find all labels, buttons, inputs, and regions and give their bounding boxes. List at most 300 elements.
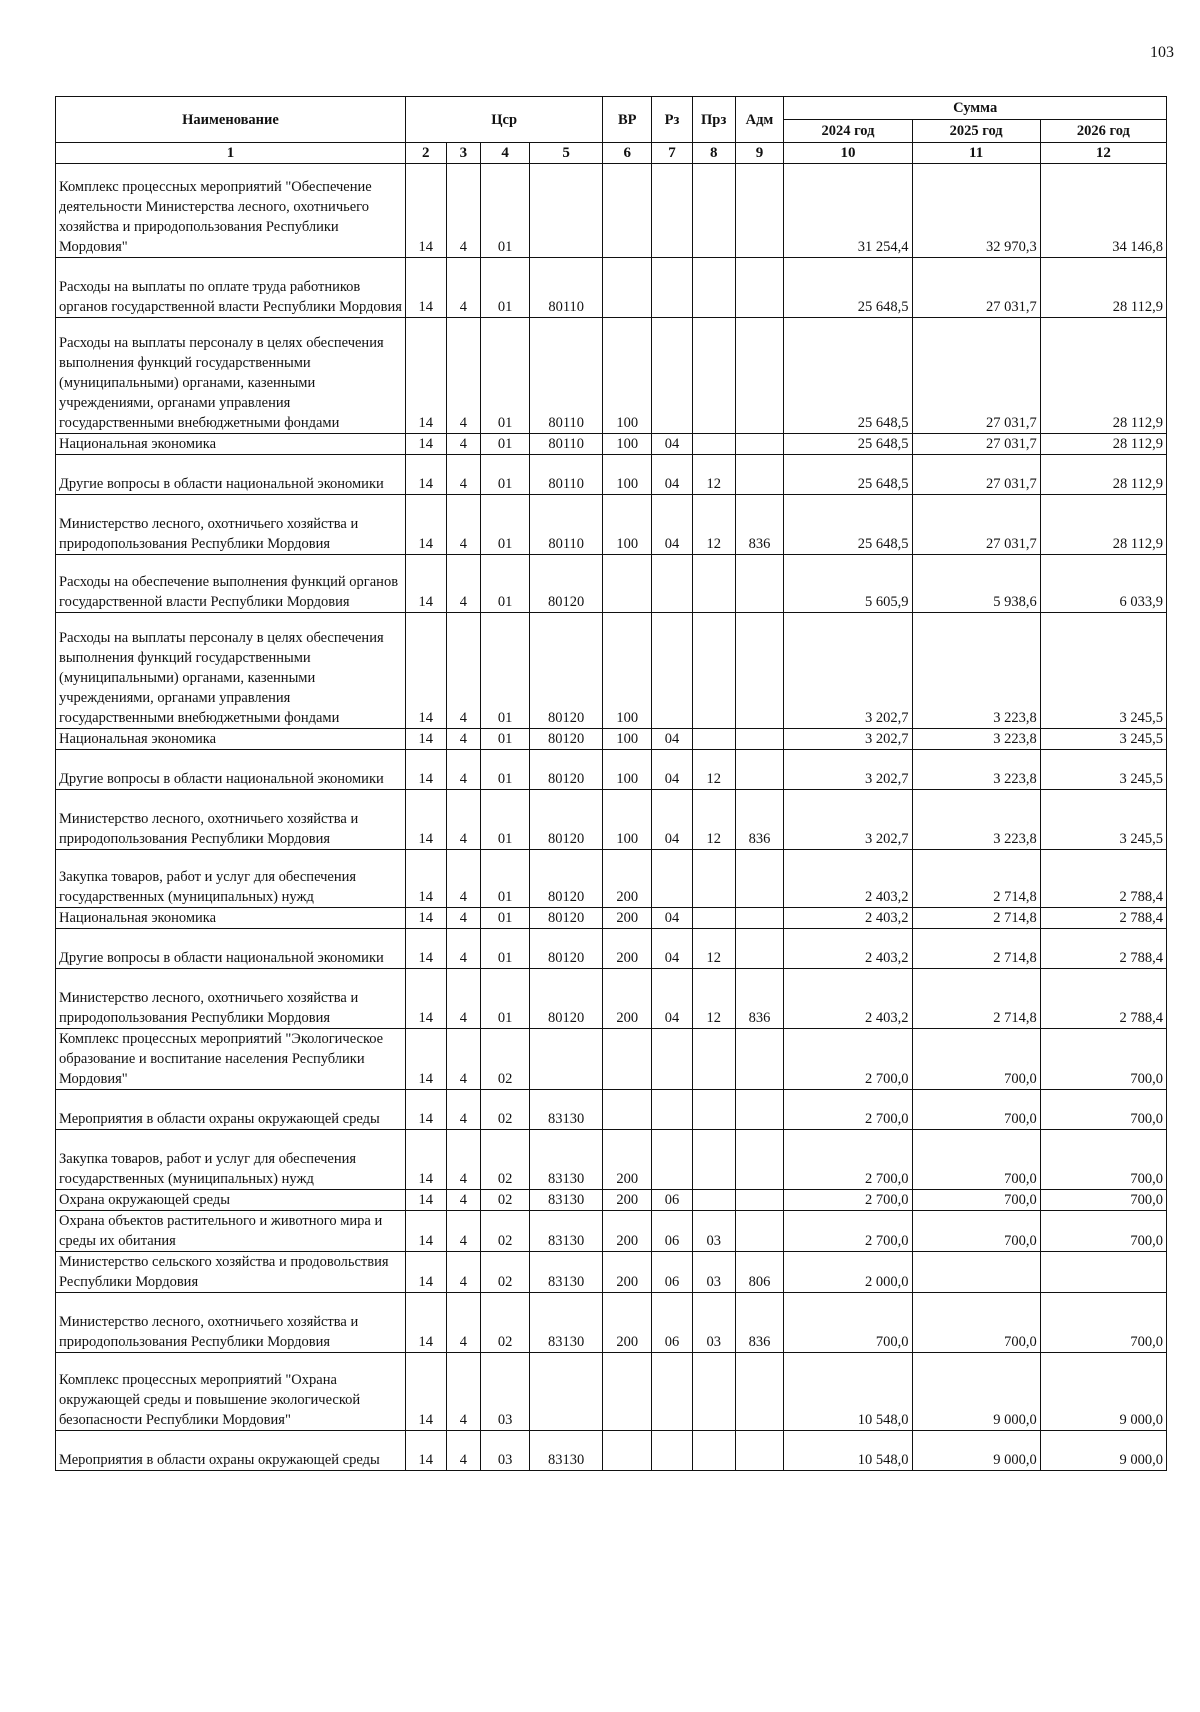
cell-vr: 100 — [603, 495, 652, 555]
cell-amount-2024: 10 548,0 — [784, 1431, 912, 1471]
cell-csr-program: 14 — [405, 164, 446, 258]
cell-amount-2026: 6 033,9 — [1040, 555, 1166, 613]
cell-prz — [692, 729, 735, 750]
table-row — [56, 1252, 1167, 1293]
cell-csr-program: 14 — [405, 850, 446, 908]
cell-csr-complex: 01 — [481, 164, 530, 258]
cell-vr: 100 — [603, 729, 652, 750]
cell-adm — [735, 318, 784, 434]
cell-vr: 200 — [603, 1130, 652, 1190]
cell-amount-2025: 2 714,8 — [912, 969, 1040, 1029]
cell-amount-2025: 3 223,8 — [912, 729, 1040, 750]
cell-csr-type: 4 — [446, 729, 481, 750]
cell-rz — [652, 1090, 693, 1130]
cell-amount-2026: 700,0 — [1040, 1211, 1166, 1252]
cell-vr: 200 — [603, 1252, 652, 1293]
cell-amount-2024: 25 648,5 — [784, 434, 912, 455]
row-name: Министерство лесного, охотничьего хозяйства и природопользования Республики Мордовия — [56, 790, 406, 850]
cell-csr-complex: 03 — [481, 1431, 530, 1471]
table-row — [56, 908, 1167, 929]
cell-csr-complex: 01 — [481, 434, 530, 455]
cell-adm — [735, 455, 784, 495]
cell-vr: 100 — [603, 455, 652, 495]
cell-amount-2025: 9 000,0 — [912, 1353, 1040, 1431]
cell-csr-type: 4 — [446, 929, 481, 969]
cell-csr-complex: 02 — [481, 1190, 530, 1211]
row-name: Закупка товаров, работ и услуг для обеспечения государственных (муниципальных) нужд — [56, 850, 406, 908]
table-row — [56, 790, 1167, 850]
cell-csr-type: 4 — [446, 455, 481, 495]
cell-csr-program: 14 — [405, 495, 446, 555]
cell-prz — [692, 258, 735, 318]
column-number-row — [56, 143, 1167, 164]
cell-vr: 200 — [603, 1190, 652, 1211]
cell-amount-2026: 28 112,9 — [1040, 258, 1166, 318]
cell-csr-type: 4 — [446, 1190, 481, 1211]
cell-prz — [692, 434, 735, 455]
col-header-year-2026: 2026 год — [1040, 120, 1166, 143]
cell-vr: 200 — [603, 1211, 652, 1252]
cell-adm — [735, 258, 784, 318]
cell-prz — [692, 613, 735, 729]
table-row — [56, 555, 1167, 613]
cell-csr-direction: 80120 — [530, 790, 603, 850]
cell-vr — [603, 1353, 652, 1431]
col-header-sum: Сумма — [784, 97, 1167, 120]
cell-rz: 04 — [652, 495, 693, 555]
cell-csr-program: 14 — [405, 613, 446, 729]
cell-amount-2024: 700,0 — [784, 1293, 912, 1353]
cell-csr-program: 14 — [405, 1431, 446, 1471]
cell-prz: 12 — [692, 495, 735, 555]
cell-csr-direction — [530, 164, 603, 258]
col-header-year-2025: 2025 год — [912, 120, 1040, 143]
cell-rz — [652, 1353, 693, 1431]
cell-amount-2024: 3 202,7 — [784, 790, 912, 850]
cell-amount-2026: 2 788,4 — [1040, 969, 1166, 1029]
cell-amount-2024: 10 548,0 — [784, 1353, 912, 1431]
cell-amount-2026 — [1040, 1252, 1166, 1293]
table-row — [56, 750, 1167, 790]
cell-amount-2024: 25 648,5 — [784, 455, 912, 495]
cell-amount-2024: 2 700,0 — [784, 1211, 912, 1252]
col-header-adm: Адм — [735, 97, 784, 143]
cell-rz: 06 — [652, 1211, 693, 1252]
row-name: Мероприятия в области охраны окружающей среды — [56, 1090, 406, 1130]
row-name: Национальная экономика — [56, 434, 406, 455]
row-name: Закупка товаров, работ и услуг для обеспечения государственных (муниципальных) нужд — [56, 1130, 406, 1190]
cell-rz: 04 — [652, 750, 693, 790]
cell-adm — [735, 750, 784, 790]
cell-csr-direction: 80120 — [530, 729, 603, 750]
cell-amount-2025 — [912, 1252, 1040, 1293]
cell-amount-2026: 28 112,9 — [1040, 455, 1166, 495]
table-row — [56, 1029, 1167, 1090]
table-body — [56, 164, 1167, 1471]
cell-amount-2025: 3 223,8 — [912, 613, 1040, 729]
cell-csr-direction: 80120 — [530, 908, 603, 929]
cell-vr: 200 — [603, 908, 652, 929]
cell-prz — [692, 555, 735, 613]
cell-csr-program: 14 — [405, 1190, 446, 1211]
cell-csr-type: 4 — [446, 1353, 481, 1431]
cell-amount-2026: 700,0 — [1040, 1293, 1166, 1353]
cell-amount-2025: 700,0 — [912, 1211, 1040, 1252]
cell-vr — [603, 1090, 652, 1130]
cell-amount-2026: 2 788,4 — [1040, 908, 1166, 929]
cell-vr: 100 — [603, 790, 652, 850]
cell-rz: 06 — [652, 1190, 693, 1211]
column-number: 12 — [1040, 143, 1166, 164]
cell-csr-direction: 80120 — [530, 929, 603, 969]
table-row — [56, 1090, 1167, 1130]
cell-rz: 04 — [652, 908, 693, 929]
cell-csr-complex: 02 — [481, 1211, 530, 1252]
cell-prz — [692, 164, 735, 258]
cell-amount-2026: 28 112,9 — [1040, 318, 1166, 434]
cell-csr-type: 4 — [446, 1252, 481, 1293]
cell-rz — [652, 318, 693, 434]
cell-csr-direction: 80110 — [530, 318, 603, 434]
cell-amount-2024: 31 254,4 — [784, 164, 912, 258]
cell-csr-program: 14 — [405, 1090, 446, 1130]
cell-csr-complex: 01 — [481, 495, 530, 555]
cell-csr-complex: 01 — [481, 850, 530, 908]
cell-vr — [603, 164, 652, 258]
cell-csr-direction: 83130 — [530, 1211, 603, 1252]
cell-csr-program: 14 — [405, 929, 446, 969]
cell-csr-direction — [530, 1353, 603, 1431]
cell-adm — [735, 1190, 784, 1211]
cell-amount-2026: 700,0 — [1040, 1029, 1166, 1090]
cell-amount-2025: 9 000,0 — [912, 1431, 1040, 1471]
cell-amount-2025: 27 031,7 — [912, 434, 1040, 455]
column-number: 11 — [912, 143, 1040, 164]
cell-vr: 200 — [603, 929, 652, 969]
row-name: Министерство лесного, охотничьего хозяйства и природопользования Республики Мордовия — [56, 1293, 406, 1353]
cell-amount-2025: 2 714,8 — [912, 850, 1040, 908]
cell-amount-2025: 2 714,8 — [912, 908, 1040, 929]
cell-csr-program: 14 — [405, 258, 446, 318]
cell-csr-direction: 83130 — [530, 1252, 603, 1293]
cell-csr-direction: 83130 — [530, 1190, 603, 1211]
cell-amount-2026: 9 000,0 — [1040, 1431, 1166, 1471]
page-number: 103 — [1150, 44, 1174, 61]
col-header-csr: Цср — [405, 97, 602, 143]
cell-csr-complex: 01 — [481, 455, 530, 495]
cell-prz — [692, 1090, 735, 1130]
cell-csr-type: 4 — [446, 164, 481, 258]
table-row — [56, 434, 1167, 455]
cell-csr-type: 4 — [446, 613, 481, 729]
cell-csr-type: 4 — [446, 1090, 481, 1130]
row-name: Расходы на выплаты персоналу в целях обеспечения выполнения функций государственными (муниципальными) органами, казенными учреждениями, органами управления государственными внебюджетными фондами — [56, 613, 406, 729]
cell-adm — [735, 929, 784, 969]
row-name: Комплекс процессных мероприятий "Охрана окружающей среды и повышение экологической безопасности Республики Мордовия" — [56, 1353, 406, 1431]
cell-csr-type: 4 — [446, 850, 481, 908]
cell-rz — [652, 850, 693, 908]
table-row — [56, 318, 1167, 434]
cell-prz: 03 — [692, 1293, 735, 1353]
table-row — [56, 1211, 1167, 1252]
cell-adm — [735, 434, 784, 455]
cell-csr-direction: 80110 — [530, 258, 603, 318]
cell-amount-2026: 34 146,8 — [1040, 164, 1166, 258]
cell-prz — [692, 1431, 735, 1471]
cell-csr-program: 14 — [405, 1353, 446, 1431]
cell-vr: 100 — [603, 750, 652, 790]
row-name: Расходы на обеспечение выполнения функций органов государственной власти Республики Мордовия — [56, 555, 406, 613]
cell-amount-2025: 27 031,7 — [912, 495, 1040, 555]
cell-prz — [692, 1190, 735, 1211]
cell-amount-2024: 2 000,0 — [784, 1252, 912, 1293]
cell-rz — [652, 258, 693, 318]
cell-adm — [735, 1090, 784, 1130]
cell-rz: 04 — [652, 969, 693, 1029]
cell-csr-complex: 01 — [481, 729, 530, 750]
cell-adm: 836 — [735, 495, 784, 555]
cell-csr-direction: 83130 — [530, 1431, 603, 1471]
row-name: Расходы на выплаты персоналу в целях обеспечения выполнения функций государственными (муниципальными) органами, казенными учреждениями, органами управления государственными внебюджетными фондами — [56, 318, 406, 434]
cell-csr-complex: 01 — [481, 318, 530, 434]
cell-amount-2025: 3 223,8 — [912, 750, 1040, 790]
cell-vr: 200 — [603, 850, 652, 908]
cell-amount-2024: 2 403,2 — [784, 969, 912, 1029]
column-number: 1 — [56, 143, 406, 164]
cell-csr-program: 14 — [405, 318, 446, 434]
cell-adm: 836 — [735, 1293, 784, 1353]
cell-csr-program: 14 — [405, 1130, 446, 1190]
cell-csr-type: 4 — [446, 1130, 481, 1190]
cell-prz: 12 — [692, 455, 735, 495]
cell-adm: 836 — [735, 969, 784, 1029]
cell-csr-complex: 01 — [481, 613, 530, 729]
col-header-vr: ВР — [603, 97, 652, 143]
cell-vr: 100 — [603, 434, 652, 455]
cell-prz: 03 — [692, 1252, 735, 1293]
column-number: 2 — [405, 143, 446, 164]
cell-vr: 100 — [603, 318, 652, 434]
cell-amount-2026: 700,0 — [1040, 1090, 1166, 1130]
cell-prz — [692, 850, 735, 908]
table-row — [56, 1293, 1167, 1353]
cell-vr — [603, 555, 652, 613]
table-row — [56, 258, 1167, 318]
row-name: Национальная экономика — [56, 729, 406, 750]
cell-amount-2026: 28 112,9 — [1040, 434, 1166, 455]
cell-prz: 12 — [692, 969, 735, 1029]
cell-csr-type: 4 — [446, 790, 481, 850]
cell-rz: 06 — [652, 1252, 693, 1293]
cell-vr: 200 — [603, 969, 652, 1029]
column-number: 8 — [692, 143, 735, 164]
table-row — [56, 929, 1167, 969]
cell-amount-2024: 3 202,7 — [784, 729, 912, 750]
cell-adm — [735, 164, 784, 258]
cell-adm — [735, 1353, 784, 1431]
table-row — [56, 1130, 1167, 1190]
cell-adm: 836 — [735, 790, 784, 850]
table-row — [56, 613, 1167, 729]
table-row — [56, 1431, 1167, 1471]
cell-prz: 12 — [692, 790, 735, 850]
cell-amount-2024: 2 403,2 — [784, 908, 912, 929]
cell-amount-2024: 25 648,5 — [784, 258, 912, 318]
cell-csr-complex: 01 — [481, 555, 530, 613]
cell-prz — [692, 908, 735, 929]
cell-vr: 100 — [603, 613, 652, 729]
cell-amount-2026: 9 000,0 — [1040, 1353, 1166, 1431]
cell-csr-program: 14 — [405, 1029, 446, 1090]
cell-csr-type: 4 — [446, 1293, 481, 1353]
column-number: 7 — [652, 143, 693, 164]
cell-csr-type: 4 — [446, 258, 481, 318]
column-number: 9 — [735, 143, 784, 164]
column-number: 10 — [784, 143, 912, 164]
cell-csr-direction: 80120 — [530, 850, 603, 908]
cell-csr-complex: 01 — [481, 929, 530, 969]
cell-prz — [692, 1029, 735, 1090]
cell-csr-type: 4 — [446, 1431, 481, 1471]
cell-rz — [652, 164, 693, 258]
cell-csr-program: 14 — [405, 908, 446, 929]
cell-prz — [692, 1353, 735, 1431]
table-row — [56, 164, 1167, 258]
cell-csr-direction: 80110 — [530, 434, 603, 455]
cell-amount-2024: 5 605,9 — [784, 555, 912, 613]
column-number: 3 — [446, 143, 481, 164]
row-name: Другие вопросы в области национальной экономики — [56, 750, 406, 790]
row-name: Охрана объектов растительного и животного мира и среды их обитания — [56, 1211, 406, 1252]
cell-amount-2026: 3 245,5 — [1040, 729, 1166, 750]
row-name: Министерство сельского хозяйства и продовольствия Республики Мордовия — [56, 1252, 406, 1293]
cell-adm — [735, 1130, 784, 1190]
cell-csr-direction: 80120 — [530, 555, 603, 613]
cell-amount-2025: 2 714,8 — [912, 929, 1040, 969]
cell-rz: 04 — [652, 434, 693, 455]
table-row — [56, 1353, 1167, 1431]
cell-csr-complex: 01 — [481, 908, 530, 929]
cell-rz — [652, 613, 693, 729]
cell-csr-direction: 83130 — [530, 1090, 603, 1130]
cell-csr-program: 14 — [405, 1293, 446, 1353]
cell-csr-complex: 01 — [481, 750, 530, 790]
cell-adm — [735, 1431, 784, 1471]
cell-amount-2026: 700,0 — [1040, 1190, 1166, 1211]
cell-amount-2025: 27 031,7 — [912, 455, 1040, 495]
cell-csr-type: 4 — [446, 1211, 481, 1252]
col-header-rz: Рз — [652, 97, 693, 143]
cell-amount-2024: 2 700,0 — [784, 1190, 912, 1211]
cell-csr-direction: 80110 — [530, 455, 603, 495]
row-name: Расходы на выплаты по оплате труда работников органов государственной власти Республики Мордовия — [56, 258, 406, 318]
col-header-year-2024: 2024 год — [784, 120, 912, 143]
cell-prz: 03 — [692, 1211, 735, 1252]
cell-amount-2025: 700,0 — [912, 1090, 1040, 1130]
row-name: Мероприятия в области охраны окружающей среды — [56, 1431, 406, 1471]
cell-csr-program: 14 — [405, 729, 446, 750]
cell-amount-2026: 3 245,5 — [1040, 750, 1166, 790]
cell-csr-direction: 80110 — [530, 495, 603, 555]
cell-adm — [735, 613, 784, 729]
cell-amount-2024: 2 700,0 — [784, 1090, 912, 1130]
cell-amount-2025: 700,0 — [912, 1293, 1040, 1353]
cell-csr-type: 4 — [446, 434, 481, 455]
cell-amount-2025: 700,0 — [912, 1130, 1040, 1190]
cell-csr-type: 4 — [446, 495, 481, 555]
cell-adm: 806 — [735, 1252, 784, 1293]
cell-rz: 04 — [652, 729, 693, 750]
cell-amount-2024: 2 700,0 — [784, 1029, 912, 1090]
cell-amount-2024: 3 202,7 — [784, 750, 912, 790]
cell-vr — [603, 1431, 652, 1471]
cell-vr — [603, 1029, 652, 1090]
cell-csr-complex: 01 — [481, 969, 530, 1029]
column-number: 5 — [530, 143, 603, 164]
cell-csr-type: 4 — [446, 555, 481, 613]
cell-amount-2026: 3 245,5 — [1040, 613, 1166, 729]
cell-csr-type: 4 — [446, 908, 481, 929]
cell-amount-2024: 25 648,5 — [784, 318, 912, 434]
col-header-name: Наименование — [56, 97, 406, 143]
cell-csr-complex: 02 — [481, 1090, 530, 1130]
column-number: 6 — [603, 143, 652, 164]
cell-amount-2026: 28 112,9 — [1040, 495, 1166, 555]
cell-csr-complex: 02 — [481, 1293, 530, 1353]
budget-table — [55, 96, 1167, 1471]
cell-rz — [652, 1029, 693, 1090]
row-name: Комплекс процессных мероприятий "Экологическое образование и воспитание населения Республики Мордовия" — [56, 1029, 406, 1090]
row-name: Министерство лесного, охотничьего хозяйства и природопользования Республики Мордовия — [56, 495, 406, 555]
cell-vr: 200 — [603, 1293, 652, 1353]
cell-csr-direction: 80120 — [530, 969, 603, 1029]
cell-vr — [603, 258, 652, 318]
cell-csr-direction — [530, 1029, 603, 1090]
cell-csr-direction: 80120 — [530, 613, 603, 729]
cell-csr-program: 14 — [405, 455, 446, 495]
cell-amount-2024: 3 202,7 — [784, 613, 912, 729]
cell-csr-complex: 01 — [481, 790, 530, 850]
row-name: Другие вопросы в области национальной экономики — [56, 455, 406, 495]
row-name: Национальная экономика — [56, 908, 406, 929]
cell-prz — [692, 1130, 735, 1190]
cell-rz — [652, 1431, 693, 1471]
cell-csr-program: 14 — [405, 969, 446, 1029]
cell-csr-type: 4 — [446, 750, 481, 790]
col-header-prz: Прз — [692, 97, 735, 143]
cell-amount-2026: 3 245,5 — [1040, 790, 1166, 850]
table-row — [56, 850, 1167, 908]
cell-adm — [735, 729, 784, 750]
cell-csr-type: 4 — [446, 318, 481, 434]
cell-rz: 04 — [652, 455, 693, 495]
cell-rz: 06 — [652, 1293, 693, 1353]
cell-amount-2025: 700,0 — [912, 1190, 1040, 1211]
cell-prz: 12 — [692, 750, 735, 790]
table-header — [56, 97, 1167, 164]
cell-amount-2026: 700,0 — [1040, 1130, 1166, 1190]
table-row — [56, 1190, 1167, 1211]
row-name: Комплекс процессных мероприятий "Обеспечение деятельности Министерства лесного, охотничьего хозяйства и природопользования Республики Мордовия" — [56, 164, 406, 258]
cell-csr-complex: 02 — [481, 1029, 530, 1090]
cell-csr-type: 4 — [446, 969, 481, 1029]
cell-rz — [652, 555, 693, 613]
cell-adm — [735, 850, 784, 908]
cell-csr-direction: 83130 — [530, 1293, 603, 1353]
table-row — [56, 969, 1167, 1029]
cell-csr-program: 14 — [405, 1211, 446, 1252]
table-row — [56, 495, 1167, 555]
